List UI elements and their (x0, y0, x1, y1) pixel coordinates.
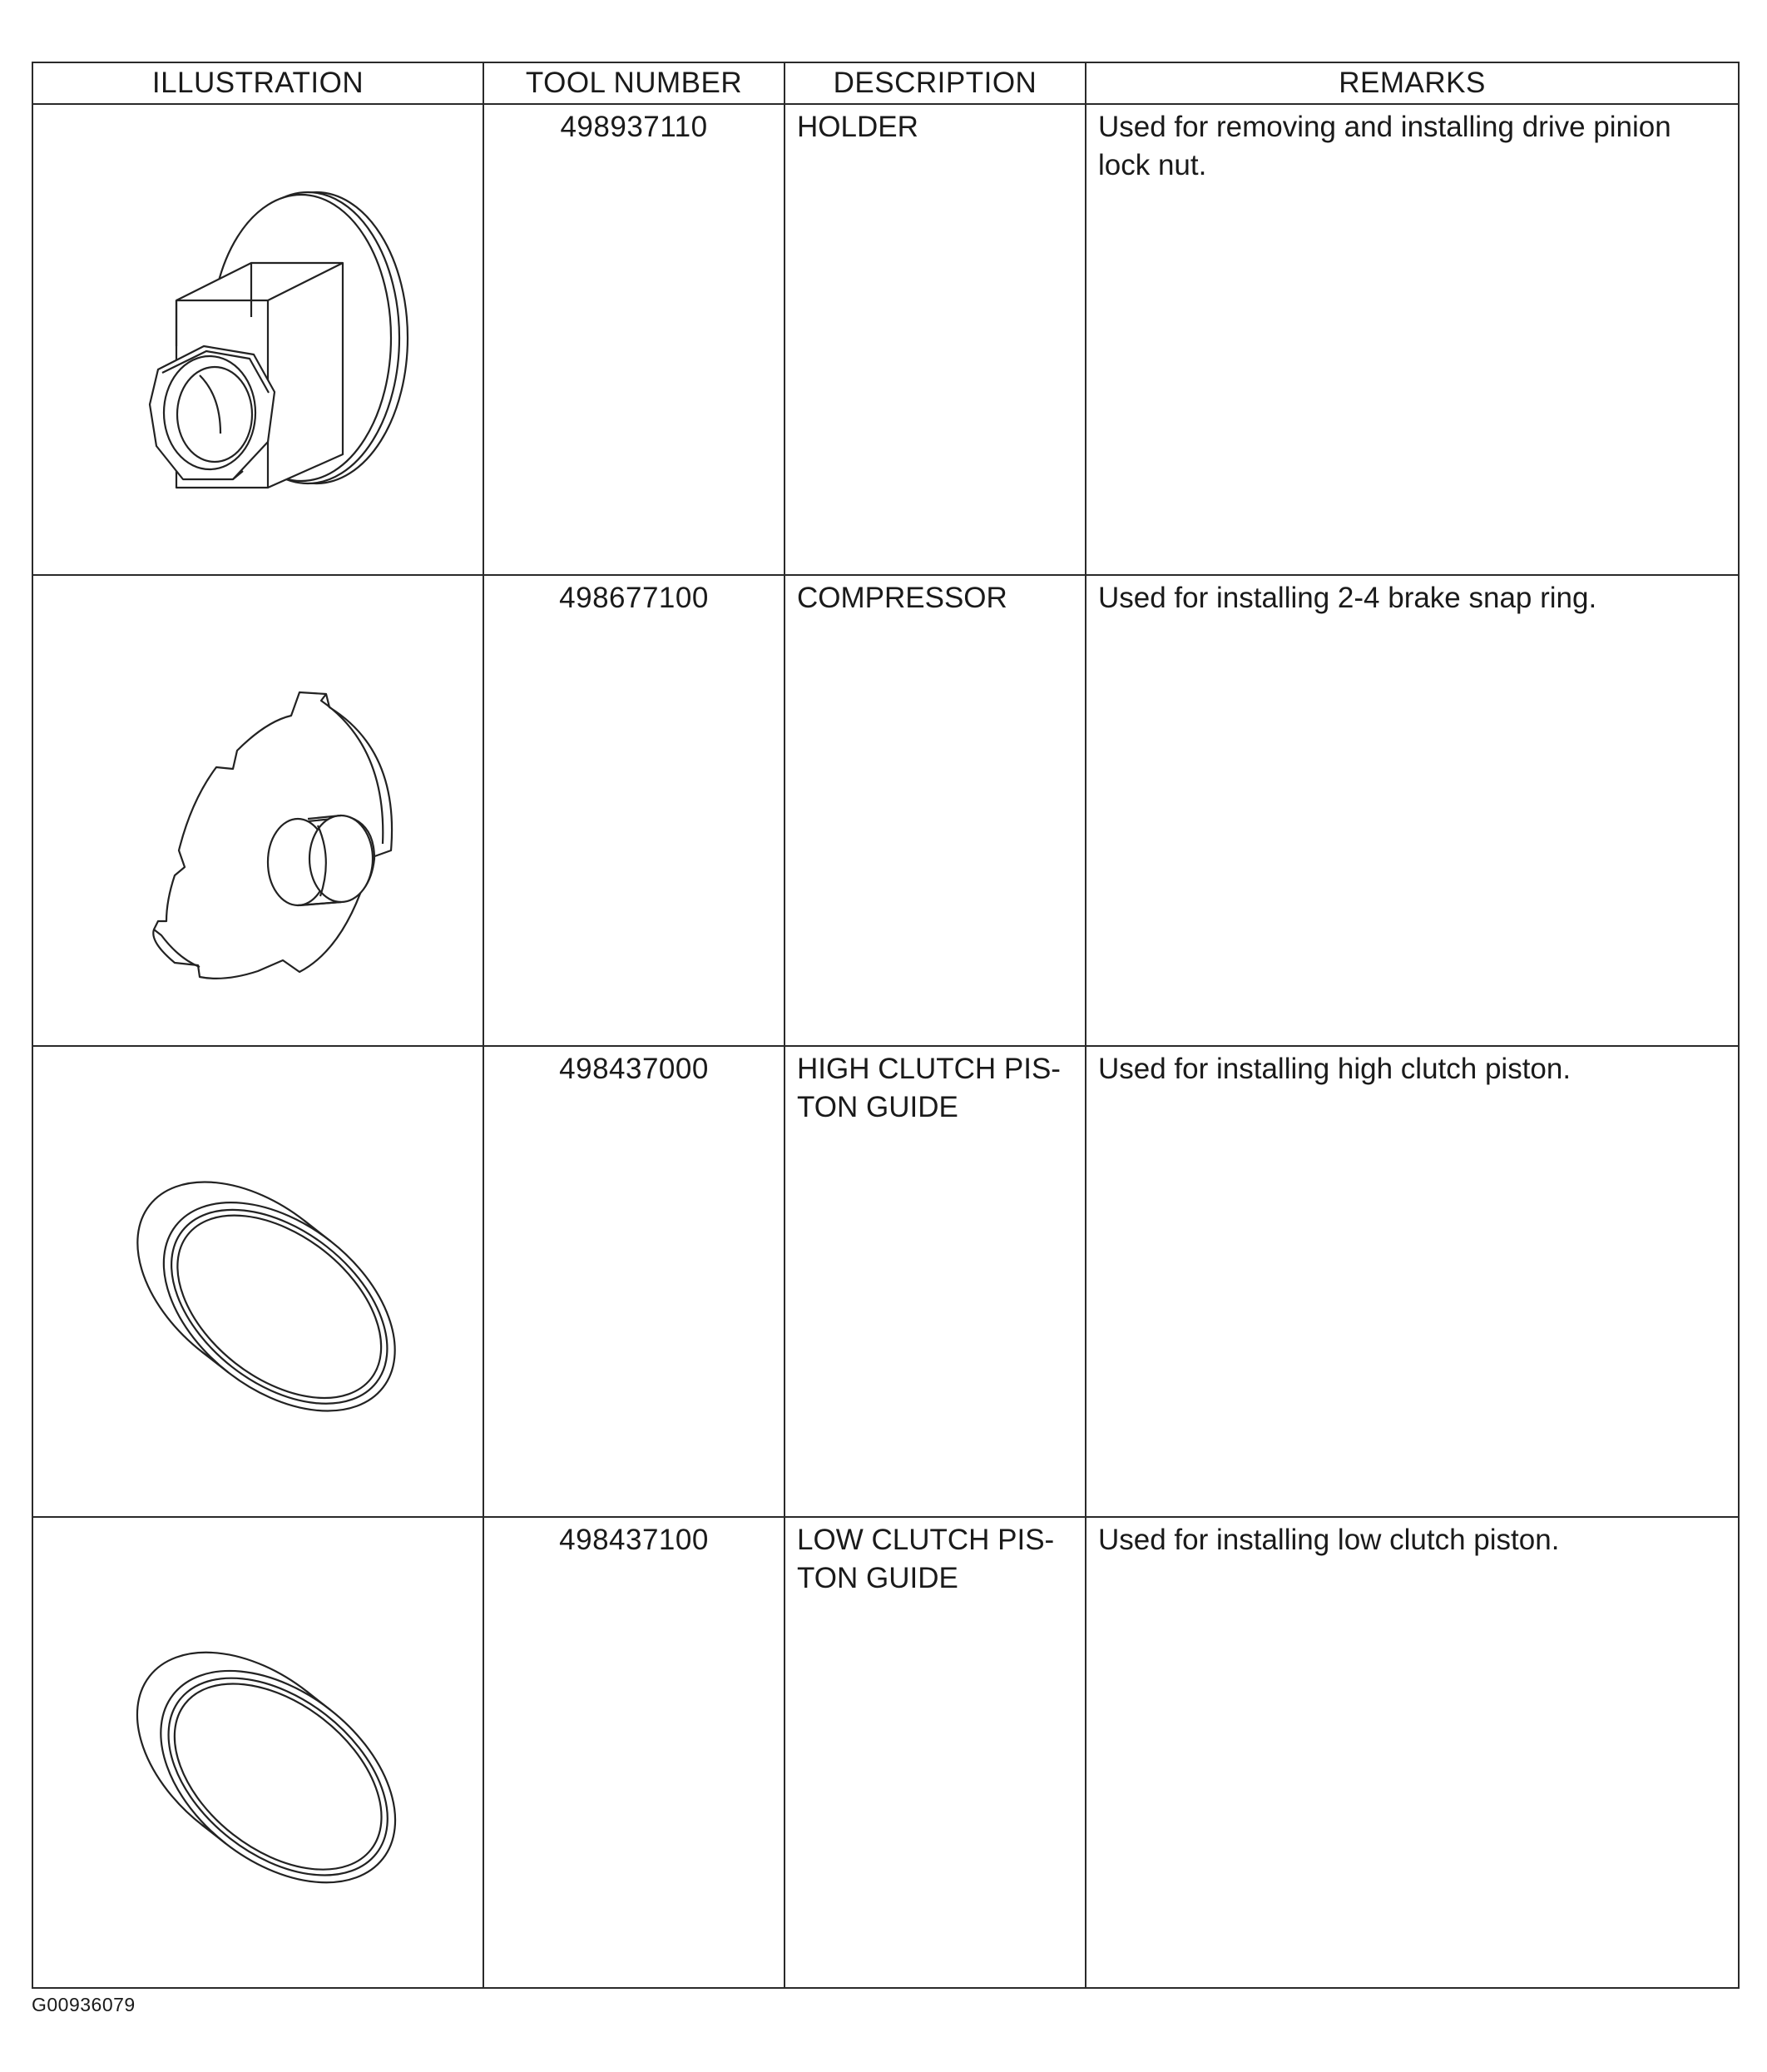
header-tool-number: TOOL NUMBER (483, 62, 785, 104)
illustration-cell (32, 104, 483, 575)
compressor-icon (33, 576, 484, 1042)
table-row (32, 575, 1739, 1046)
figure-id: G00936079 (32, 1994, 136, 2015)
illustration-cell (32, 575, 483, 1046)
remarks-cell: Used for installing 2-4 brake snap ring. (1086, 575, 1739, 1046)
description-cell: COMPRESSOR (785, 575, 1086, 1046)
header-remarks: REMARKS (1086, 62, 1739, 104)
illustration-cell (32, 1046, 483, 1517)
description-cell: HOLDER (785, 104, 1086, 575)
table-row (32, 1046, 1739, 1517)
tool-number-cell: 498677100 (483, 575, 785, 1046)
remarks-cell: Used for installing low clutch piston. (1086, 1517, 1739, 1988)
holder-icon (33, 105, 484, 571)
remarks-cell: Used for installing high clutch piston. (1086, 1046, 1739, 1517)
special-tools-table (32, 62, 1740, 1989)
header-row (32, 62, 1739, 104)
header-illustration: ILLUSTRATION (32, 62, 483, 104)
tool-number-cell: 498937110 (483, 104, 785, 575)
remarks-cell: Used for removing and installing drive pinion lock nut. (1086, 104, 1739, 575)
header-description: DESCRIPTION (785, 62, 1086, 104)
piston-guide-icon (33, 1518, 484, 1984)
table-row (32, 104, 1739, 575)
table-row (32, 1517, 1739, 1988)
illustration-cell (32, 1517, 483, 1988)
piston-guide-icon (33, 1047, 484, 1513)
tool-number-cell: 498437000 (483, 1046, 785, 1517)
tool-number-cell: 498437100 (483, 1517, 785, 1988)
description-cell: LOW CLUTCH PIS-TON GUIDE (785, 1517, 1086, 1988)
description-cell: HIGH CLUTCH PIS-TON GUIDE (785, 1046, 1086, 1517)
